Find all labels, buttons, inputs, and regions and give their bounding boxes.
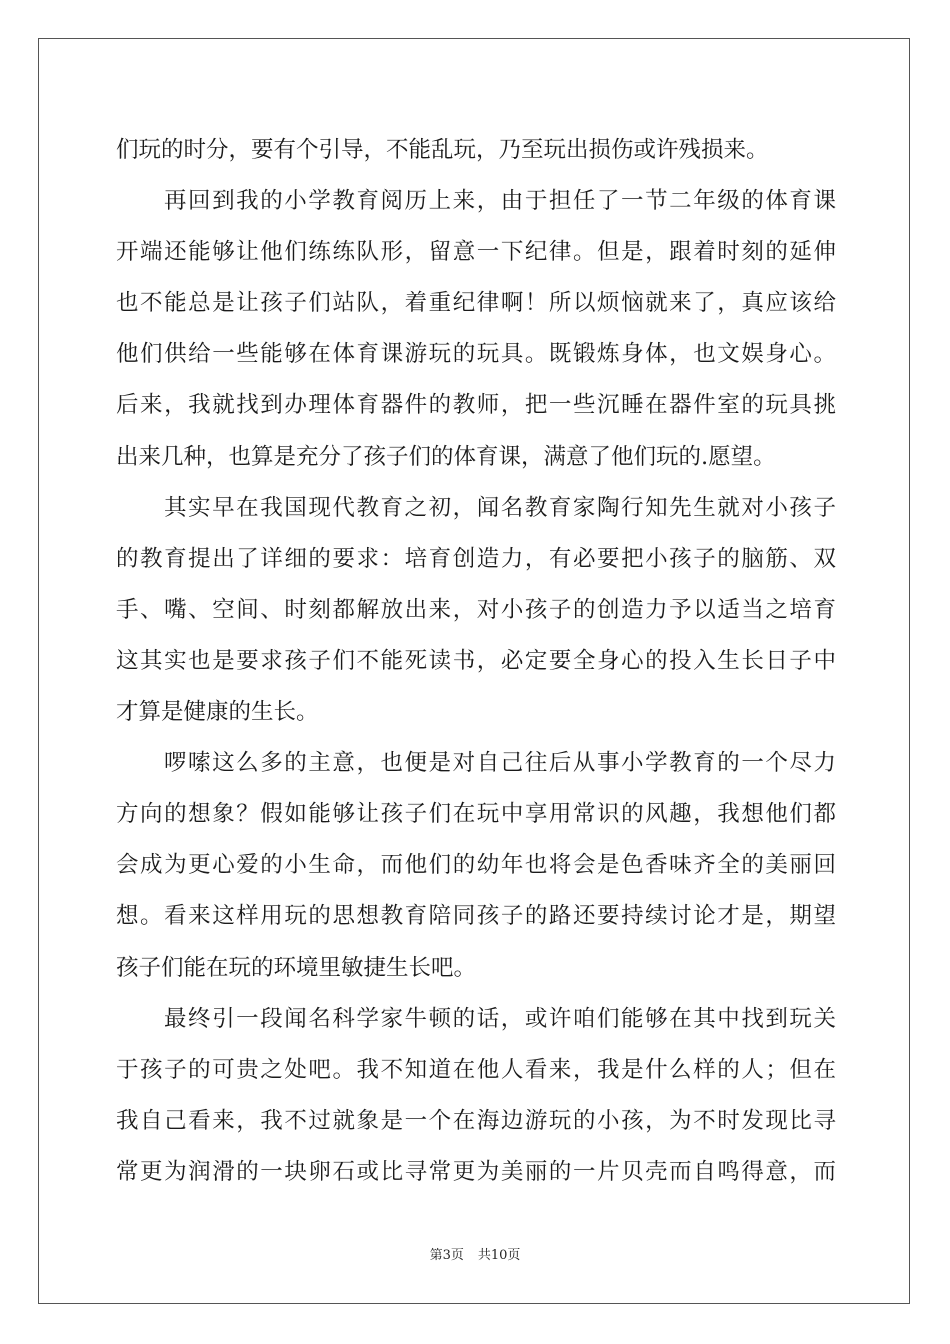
- page-footer: [0, 1244, 950, 1263]
- text-line: 们玩的时分，要有个引导，不能乱玩，乃至玩出损伤或许残损来。: [116, 137, 769, 163]
- text-line: 再回到我的小学教育阅历上来，由于担任了一节二年级的体育课: [164, 188, 836, 215]
- text-line: 才算是健康的生长。: [116, 699, 319, 726]
- text-line: 后来，我就找到办理体育器件的教师，把一些沉睡在器件室的玩具挑: [116, 392, 836, 419]
- text-line: 我自己看来，我不过就象是一个在海边游玩的小孩，为不时发现比寻: [116, 1107, 836, 1134]
- text-line: 手、嘴、空间、时刻都解放出来，对小孩子的创造力予以适当之培育: [116, 596, 836, 623]
- text-line: 的教育提出了详细的要求：培育创造力，有必要把小孩子的脑筋、双: [116, 545, 836, 572]
- document-body: [116, 125, 836, 1198]
- text-line: 想。看来这样用玩的思想教育陪同孩子的路还要持续讨论才是，期望: [116, 903, 836, 930]
- page-number: 第3页: [429, 1248, 464, 1263]
- text-line: 也不能总是让孩子们站队，着重纪律啊！所以烦恼就来了，真应该给: [116, 290, 836, 317]
- page-total: 共10页: [477, 1248, 521, 1263]
- text-line: 孩子们能在玩的环境里敏捷生长吧。: [116, 954, 477, 981]
- text-line: 这其实也是要求孩子们不能死读书，必定要全身心的投入生长日子中: [116, 647, 836, 674]
- text-line: 方向的想象？假如能够让孩子们在玩中享用常识的风趣，我想他们都: [116, 801, 836, 828]
- text-line: 于孩子的可贵之处吧。我不知道在他人看来，我是什么样的人；但在: [116, 1056, 836, 1083]
- text-line: 常更为润滑的一块卵石或比寻常更为美丽的一片贝壳而自鸣得意，而: [116, 1158, 836, 1185]
- text-line: 开端还能够让他们练练队形，留意一下纪律。但是，跟着时刻的延伸: [116, 239, 836, 266]
- text-line: 啰嗦这么多的主意，也便是对自己往后从事小学教育的一个尽力: [164, 750, 836, 777]
- text-line: 最终引一段闻名科学家牛顿的话，或许咱们能够在其中找到玩关: [164, 1005, 836, 1032]
- text-line: 其实早在我国现代教育之初，闻名教育家陶行知先生就对小孩子: [164, 494, 836, 521]
- text-line: 出来几种，也算是充分了孩子们的体育课，满意了他们玩的.愿望。: [116, 443, 776, 470]
- text-line: 会成为更心爱的小生命，而他们的幼年也将会是色香味齐全的美丽回: [116, 852, 836, 879]
- text-line: 他们供给一些能够在体育课游玩的玩具。既锻炼身体，也文娱身心。: [116, 341, 836, 368]
